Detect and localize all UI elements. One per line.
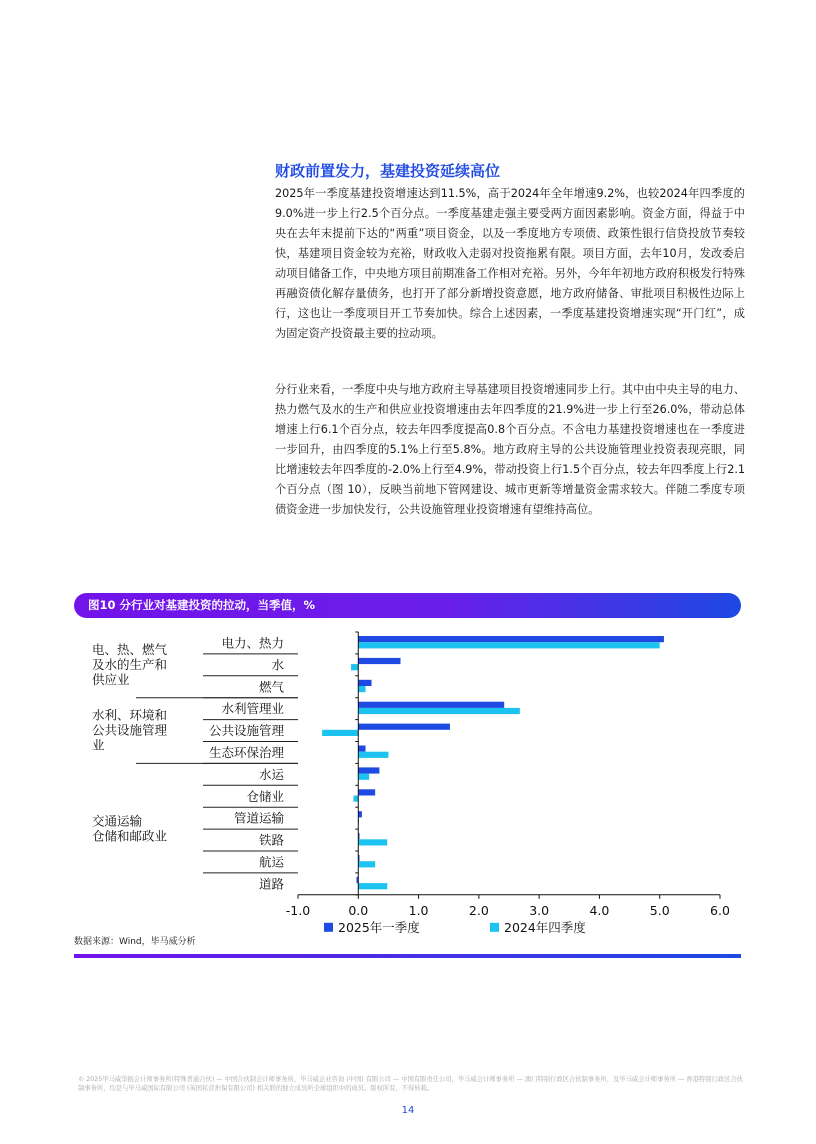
category-label: 铁路 <box>258 832 284 848</box>
x-tick-label: 2.0 <box>468 902 489 918</box>
section-title: 财政前置发力，基建投资延续高位 <box>275 162 501 180</box>
group-label-3: 交通运输仓储和邮政业 <box>92 813 168 844</box>
group-label-1: 电、热、燃气及水的生产和供应业 <box>92 641 168 687</box>
page-number: 14 <box>401 1105 415 1116</box>
infrastructure-contribution-chart <box>70 622 750 942</box>
figure-title-banner: 图10 分行业对基建投资的拉动，当季值，% <box>74 593 741 618</box>
bar-q1-2025 <box>358 702 504 708</box>
category-label: 水利管理业 <box>221 701 284 717</box>
category-label: 道路 <box>258 876 284 892</box>
bar-q4-2024 <box>358 752 388 758</box>
category-label: 公共设施管理 <box>208 723 284 739</box>
x-tick-label: 0.0 <box>348 902 369 918</box>
bar-q1-2025 <box>358 680 371 686</box>
bar-q1-2025 <box>358 811 362 817</box>
bar-q1-2025 <box>358 746 365 752</box>
bar-q1-2025 <box>358 658 400 664</box>
bar-q4-2024 <box>358 686 365 692</box>
bar-q4-2024 <box>351 664 358 670</box>
bar-q1-2025 <box>358 724 450 730</box>
category-label: 水运 <box>258 766 284 782</box>
data-source-note: 数据来源：Wind，毕马威分析 <box>74 937 196 947</box>
figure-bottom-rule <box>74 954 741 958</box>
bar-q1-2025 <box>358 789 375 795</box>
category-label: 航运 <box>258 854 284 870</box>
category-label: 水 <box>271 657 284 673</box>
bar-q4-2024 <box>358 861 375 867</box>
footer-legal-text: © 2025毕马威华振会计师事务所(特殊普通合伙) — 中国合伙制会计师事务所，毕马威企业咨询 (中国) 有限公司 — 中国有限责任公司，毕马威会计师事务所 — 澳门特别行政区合伙制事务所，及毕马威会计师事务所 — 香港特别行政区合伙制事务所，均是与毕马威国际有限公司 (英国私营担保有限公司) 相关联的独立成员所全球组织中的成员。版权所有，不得转载。 <box>78 1076 743 1092</box>
legend-swatch-q1-2025 <box>324 923 333 932</box>
legend-label-q4-2024: 2024年四季度 <box>504 919 586 935</box>
bar-q1-2025 <box>358 636 664 642</box>
x-tick-label: 3.0 <box>529 902 550 918</box>
category-label: 仓储业 <box>246 788 284 804</box>
bar-q4-2024 <box>358 642 659 648</box>
legend-swatch-q4-2024 <box>490 923 499 932</box>
bar-q4-2024 <box>358 883 387 889</box>
x-tick-label: 5.0 <box>649 902 670 918</box>
x-tick-label: 1.0 <box>408 902 429 918</box>
x-tick-label: 6.0 <box>710 902 730 918</box>
bar-q4-2024 <box>358 708 520 714</box>
category-label: 生态环保治理 <box>208 744 284 760</box>
group-label-2: 水利、环境和公共设施管理业 <box>92 707 168 753</box>
legend-label-q1-2025: 2025年一季度 <box>338 919 420 935</box>
bar-q4-2024 <box>358 774 369 780</box>
category-label: 燃气 <box>258 679 284 695</box>
category-label: 电力、热力 <box>221 635 284 651</box>
body-paragraph-1: 2025年一季度基建投资增速达到11.5%，高于2024年全年增速9.2%，也较2024年四季度的9.0%进一步上行2.5个百分点。一季度基建走强主要受两方面因素影响。资金方面，得益于中央在去年末提前下达的“两重”项目资金，以及一季度地方专项债、政策性银行信贷投放节奏较快，基建项目资金较为充裕，财政收入走弱对投资拖累有限。项目方面，去年10月，发改委启动项目储备工作，中央地方项目前期准备工作相对充裕。另外，今年年初地方政府积极发行特殊再融资债化解存量债务，也打开了部分新增投资意愿，地方政府储备、审批项目积极性边际上行，这也让一季度项目开工节奏加快。综合上述因素，一季度基建投资增速实现“开门红”，成为固定资产投资最主要的拉动项。 <box>275 187 745 340</box>
x-tick-label: -1.0 <box>285 902 311 918</box>
bar-q1-2025 <box>358 767 379 773</box>
body-paragraph-2: 分行业来看，一季度中央与地方政府主导基建项目投资增速同步上行。其中由中央主导的电力、热力燃气及水的生产和供应业投资增速由去年四季度的21.9%进一步上行至26.0%，带动总体增速上行6.1个百分点，较去年四季度提高0.8个百分点。不含电力基建投资增速也在一季度进一步回升，由四季度的5.1%上行至5.8%。地方政府主导的公共设施管理业投资表现亮眼，同比增速较去年四季度的-2.0%上行至4.9%，带动投资上行1.5个百分点，较去年四季度上行2.1个百分点（图 10），反映当前地下管网建设、城市更新等增量资金需求较大。伴随二季度专项债资金进一步加快发行，公共设施管理业投资增速有望维持高位。 <box>275 383 745 516</box>
bar-q4-2024 <box>353 796 358 802</box>
category-label: 管道运输 <box>233 810 284 826</box>
bar-q4-2024 <box>322 730 358 736</box>
bar-q4-2024 <box>358 839 387 845</box>
x-tick-label: 4.0 <box>589 902 610 918</box>
